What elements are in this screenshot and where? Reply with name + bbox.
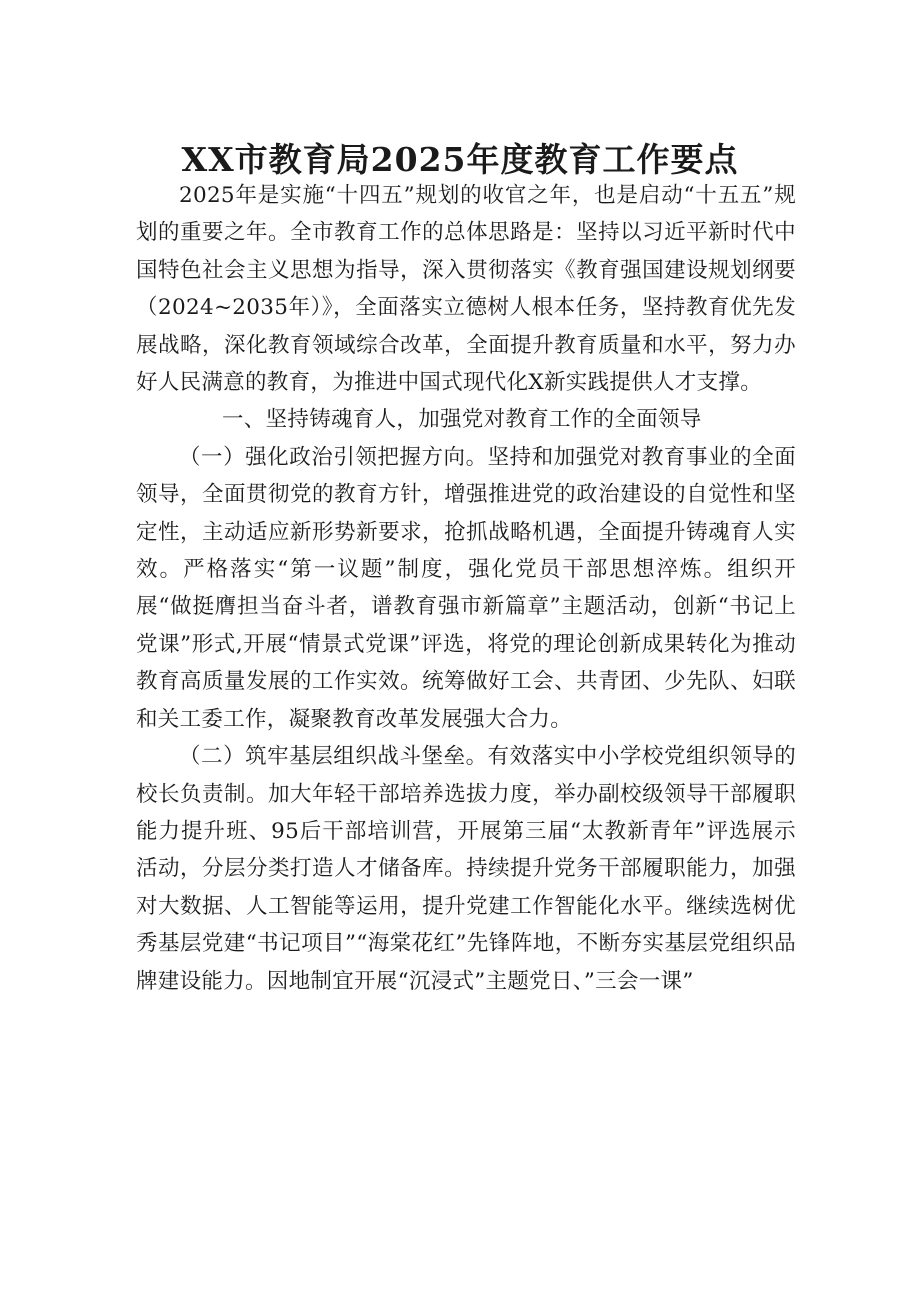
section-1-heading: 一、坚持铸魂育人，加强党对教育工作的全面领导 <box>222 407 702 433</box>
section-1-item-1: （一）强化政治引领把握方向。坚持和加强党对教育事业的全面领导，全面贯彻党的教育方针，增强推进党的政治建设的自觉性和坚定性，主动适应新形势新要求，抢抓战略机遇，全面提升铸魂育人实效。严格落实“第一议题”制度，强化党员干部思想淬炼。组织开展“做挺膺担当奋斗者，谱教育强市新篇章”主题活动，创新“书记上党课”形式,开展“情景式党课”评选，将党的理论创新成果转化为推动教育高质量发展的工作实效。统筹做好工会、共青团、少先队、妇联和关工委工作，凝聚教育改革发展强大合力。 <box>136 444 796 732</box>
document-title: XX市教育局2025年度教育工作要点 <box>181 140 739 179</box>
intro-paragraph: 2025年是实施“十四五”规划的收官之年，也是启动“十五五”规划的重要之年。全市教育工作的总体思路是：坚持以习近平新时代中国特色社会主义思想为指导，深入贯彻落实《教育强国建设规划纲要（2024~2035年）》，全面落实立德树人根本任务，坚持教育优先发展战略，深化教育领域综合改革，全面提升教育质量和水平，努力办好人民满意的教育，为推进中国式现代化X新实践提供人才支撑。 <box>136 183 796 396</box>
section-1-item-2: （二）筑牢基层组织战斗堡垒。有效落实中小学校党组织领导的校长负责制。加大年轻干部培养选拔力度，举办副校级领导干部履职能力提升班、95后干部培训营，开展第三届“太教新青年”评选展示活动，分层分类打造人才储备库。持续提升党务干部履职能力，加强对大数据、人工智能等运用，提升党建工作智能化水平。继续选树优秀基层党建“书记项目”“海棠花红”先锋阵地，不断夯实基层党组织品牌建设能力。因地制宜开展“沉浸式”主题党日、”三会一课” <box>136 744 796 994</box>
document-body <box>136 177 796 1000</box>
